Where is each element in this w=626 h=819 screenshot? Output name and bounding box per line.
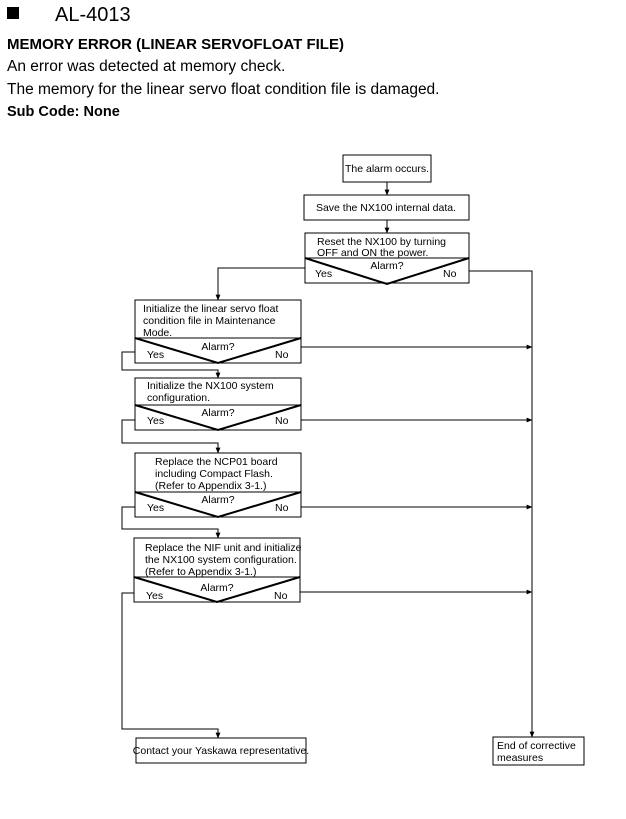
replace-nif-label-1: Replace the NIF unit and initialize <box>145 542 302 554</box>
init-system-node <box>135 378 301 430</box>
reset-label-1: Reset the NX100 by turning <box>317 236 446 248</box>
decision-alarm-1: Alarm? <box>370 260 404 272</box>
decision-no-2: No <box>275 349 289 361</box>
reset-node <box>305 233 469 284</box>
replace-ncp-node <box>135 453 301 517</box>
end-node <box>493 737 584 765</box>
decision-yes-4: Yes <box>147 502 165 514</box>
replace-ncp-label-1: Replace the NCP01 board <box>155 456 278 468</box>
decision-yes-5: Yes <box>146 590 164 602</box>
init-file-label-3: Mode. <box>143 327 173 339</box>
description-line-1: An error was detected at memory check. <box>7 58 286 75</box>
init-system-label-1: Initialize the NX100 system <box>147 380 274 392</box>
replace-nif-label-3: (Refer to Appendix 3-1.) <box>145 566 257 578</box>
decision-yes-3: Yes <box>147 415 165 427</box>
decision-alarm-4: Alarm? <box>201 494 235 506</box>
sub-code: Sub Code: None <box>7 104 120 120</box>
end-label-1: End of corrective <box>497 740 576 752</box>
init-file-label-2: condition file in Maintenance <box>143 315 276 327</box>
error-title: MEMORY ERROR (LINEAR SERVOFLOAT FILE) <box>7 36 344 53</box>
contact-label: Contact your Yaskawa representative. <box>132 745 310 757</box>
decision-no-3: No <box>275 415 289 427</box>
decision-yes-2: Yes <box>147 349 165 361</box>
decision-no-5: No <box>274 590 288 602</box>
replace-ncp-label-3: (Refer to Appendix 3-1.) <box>155 480 267 492</box>
init-file-node <box>135 300 301 363</box>
save-data-label: Save the NX100 internal data. <box>315 202 457 214</box>
start-label: The alarm occurs. <box>344 163 430 175</box>
decision-no-4: No <box>275 502 289 514</box>
decision-alarm-5: Alarm? <box>200 582 234 594</box>
description-line-2: The memory for the linear servo float condition file is damaged. <box>7 81 440 98</box>
alarm-code: AL-4013 <box>55 4 131 26</box>
decision-yes-1: Yes <box>315 268 333 280</box>
decision-alarm-2: Alarm? <box>201 341 235 353</box>
contact-node <box>133 738 309 763</box>
init-file-label-1: Initialize the linear servo float <box>143 303 279 315</box>
decision-alarm-3: Alarm? <box>201 407 235 419</box>
reset-label-2: OFF and ON the power. <box>317 247 429 259</box>
decision-no-1: No <box>443 268 457 280</box>
save-data-node <box>304 195 469 220</box>
start-node <box>343 155 431 182</box>
end-label-2: measures <box>497 752 544 764</box>
replace-ncp-label-2: including Compact Flash. <box>155 468 273 480</box>
replace-nif-label-2: the NX100 system configuration. <box>145 554 297 566</box>
init-system-label-2: configuration. <box>147 392 211 404</box>
replace-nif-node <box>134 538 302 602</box>
